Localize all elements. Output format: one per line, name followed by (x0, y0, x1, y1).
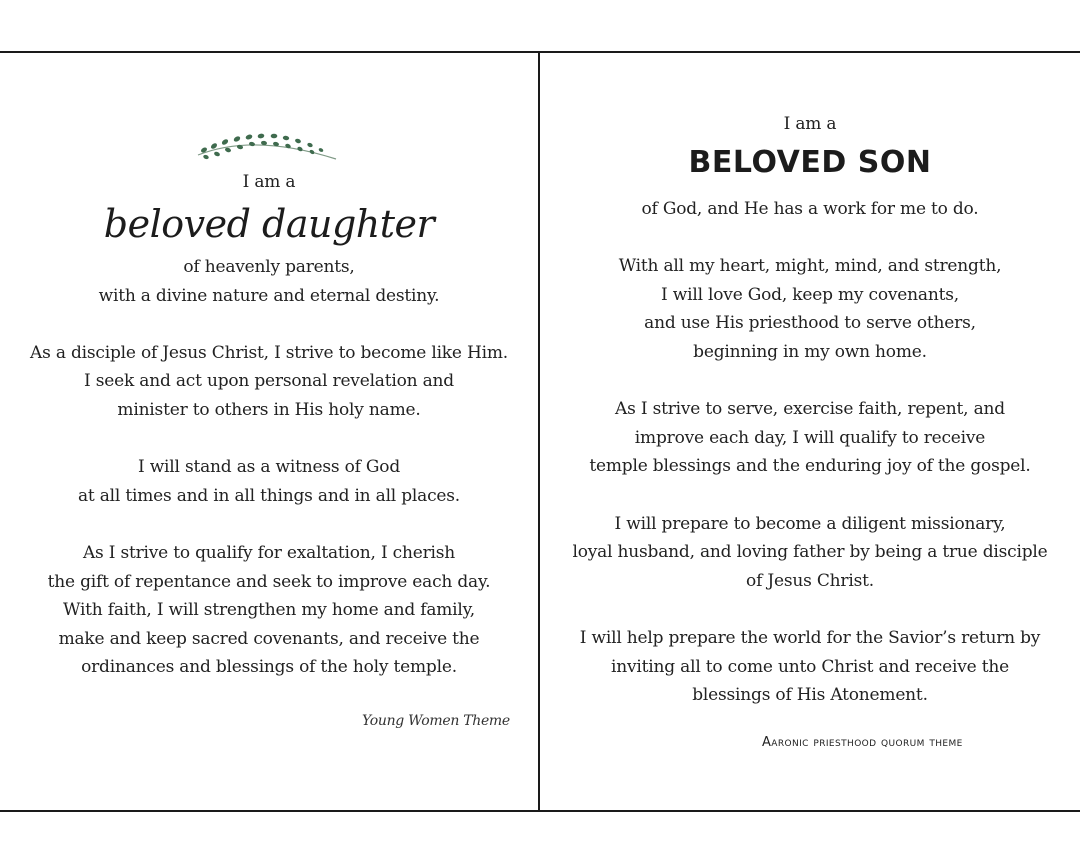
text-line: of heavenly parents, (183, 257, 355, 277)
headline-beloved-daughter: beloved daughter (103, 202, 435, 246)
text-line: loyal husband, and loving father by being a true disciple (572, 542, 1048, 563)
intro-text: I am a (783, 114, 837, 134)
eucalyptus-sprig-icon (194, 129, 340, 163)
text-line: with a divine nature and eternal destiny. (98, 285, 440, 306)
paragraph (0, 339, 538, 425)
text-line: I will love God, keep my covenants, (661, 284, 959, 305)
text-line: ordinances and blessings of the holy temple. (81, 657, 457, 678)
text-line: the gift of repentance and seek to improve each day. (47, 571, 491, 592)
bottom-border (0, 810, 1080, 812)
text-line: As a disciple of Jesus Christ, I strive to become like Him. (30, 342, 508, 363)
theme-body (540, 195, 1080, 710)
text-line: blessings of His Atonement. (692, 685, 928, 706)
text-line: With faith, I will strengthen my home and family, (62, 600, 476, 621)
text-line: of God, and He has a work for me to do. (641, 199, 979, 219)
text-line: temple blessings and the enduring joy of the gospel. (589, 456, 1031, 477)
text-line: make and keep sacred covenants, and receive the (58, 628, 480, 649)
young-women-theme-card (0, 53, 538, 810)
paragraph (540, 252, 1080, 366)
text-line: and use His priesthood to serve others, (644, 313, 976, 334)
signature-aaronic-priesthood-theme: Aaronic priesthood quorum theme (762, 735, 963, 750)
text-line: I will prepare to become a diligent missionary, (614, 513, 1006, 534)
text-line: With all my heart, might, mind, and strength, (618, 256, 1002, 277)
text-line: of Jesus Christ. (746, 570, 874, 591)
aaronic-priesthood-theme-card (540, 53, 1080, 810)
paragraph (0, 539, 538, 682)
text-line: beginning in my own home. (693, 341, 927, 362)
paragraph (540, 624, 1080, 710)
text-line: I will help prepare the world for the Savior’s return by (579, 627, 1041, 648)
paragraph (0, 253, 538, 310)
text-line: I will stand as a witness of God (137, 457, 401, 478)
paragraph (540, 195, 1080, 224)
text-line: minister to others in His holy name. (117, 399, 421, 420)
text-line: improve each day, I will qualify to receive (634, 427, 986, 448)
text-line: As I strive to qualify for exaltation, I cherish (82, 542, 456, 563)
headline-beloved-son: BELOVED SON (688, 145, 932, 180)
intro-text: I am a (242, 172, 296, 192)
text-line: at all times and in all things and in all places. (77, 485, 461, 506)
paragraph (0, 453, 538, 510)
text-line: I seek and act upon personal revelation and (84, 371, 454, 392)
signature-young-women-theme: Young Women Theme (362, 713, 510, 729)
paragraph (540, 395, 1080, 481)
theme-body (0, 253, 538, 682)
paragraph (540, 510, 1080, 596)
text-line: As I strive to serve, exercise faith, repent, and (615, 399, 1005, 420)
text-line: inviting all to come unto Christ and receive the (611, 656, 1009, 677)
